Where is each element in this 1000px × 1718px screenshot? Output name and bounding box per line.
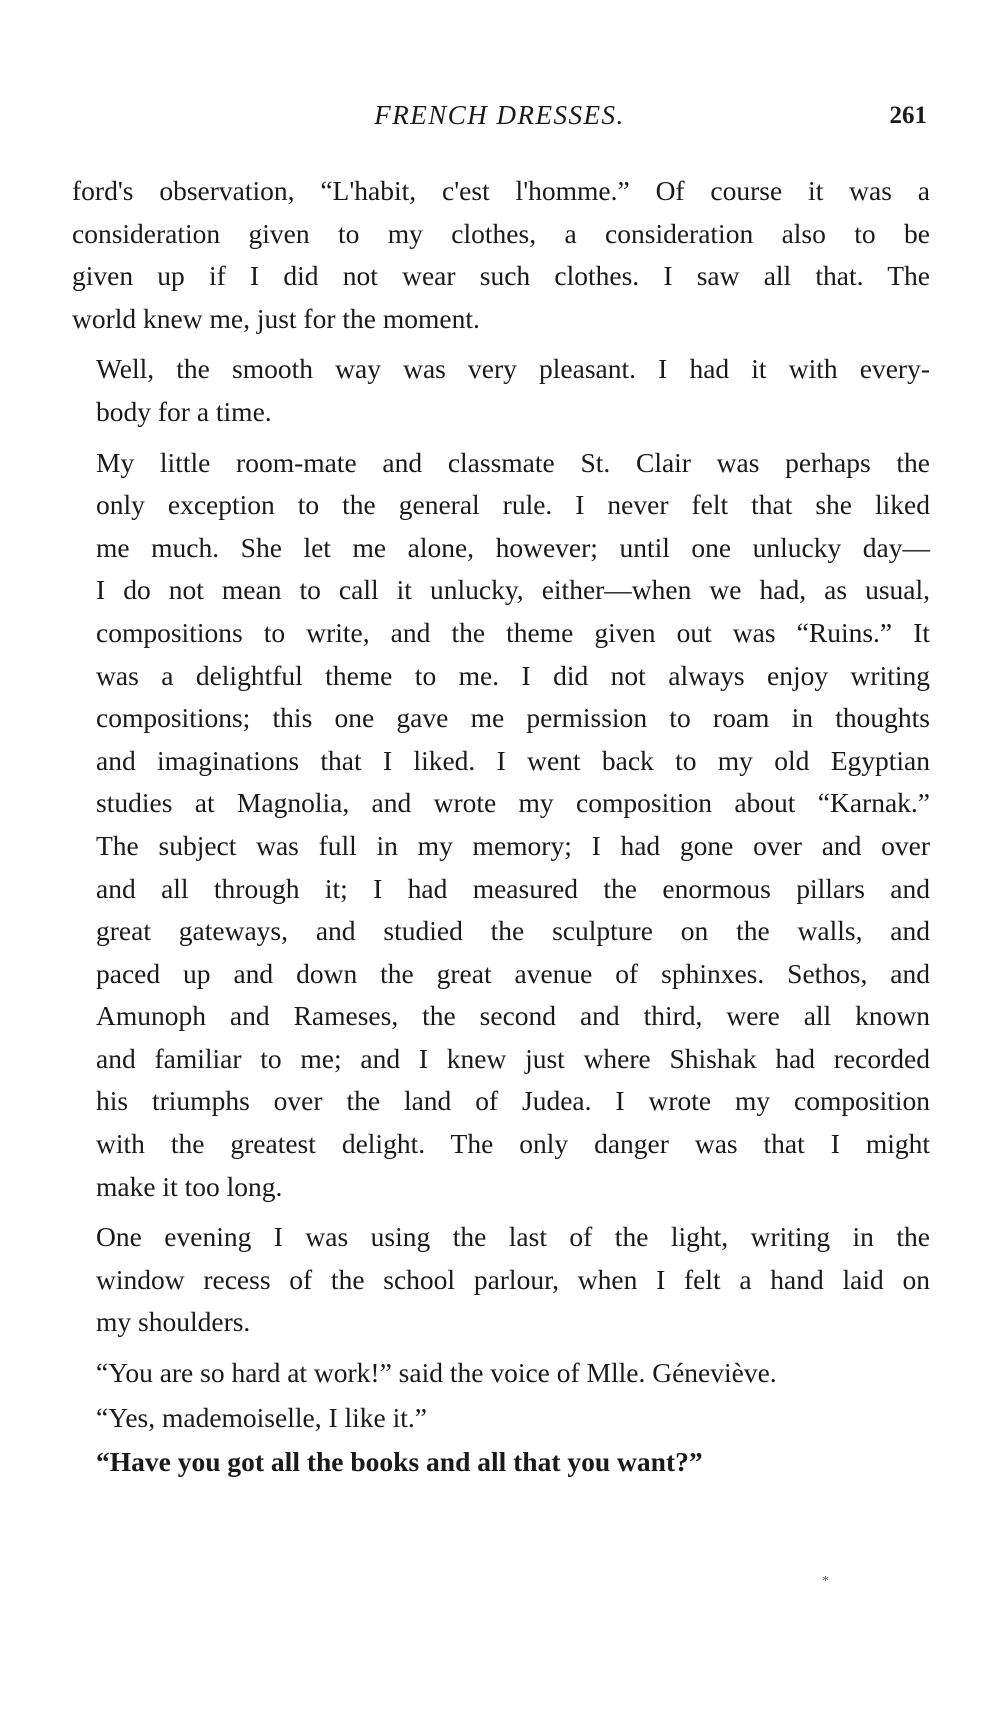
text-line: compositions to write, and the theme given out was “Ruins.” It	[96, 616, 930, 648]
text-line: I do not mean to call it unlucky, either—when we had, as usual,	[96, 574, 930, 606]
text-line: studies at Magnolia, and wrote my composition about “Karnak.”	[96, 787, 930, 819]
text-line: make it too long.	[96, 1170, 283, 1202]
text-line: Amunoph and Rameses, the second and third, were all known	[96, 1000, 930, 1032]
paragraph	[72, 170, 930, 340]
body-text	[72, 170, 930, 1486]
page-number: 261	[889, 102, 927, 129]
text-line: great gateways, and studied the sculpture on the walls, and	[96, 915, 930, 947]
text-line: paced up and down the great avenue of sphinxes. Sethos, and	[96, 957, 930, 989]
paragraph	[72, 1216, 930, 1344]
dialogue-line: “You are so hard at work!” said the voice of Mlle. Géneviève.	[96, 1357, 777, 1389]
text-line: One evening I was using the last of the light, writing in the	[96, 1221, 930, 1253]
text-line: me much. She let me alone, however; until one unlucky day—	[96, 531, 930, 563]
text-line: body for a time.	[96, 395, 272, 427]
text-line: The subject was full in my memory; I had gone over and over	[96, 829, 930, 861]
text-line: and familiar to me; and I knew just where Shishak had recorded	[96, 1042, 930, 1074]
paragraph	[72, 442, 930, 1209]
text-line: my shoulders.	[96, 1306, 251, 1338]
page-header	[72, 100, 927, 140]
text-line: and imaginations that I liked. I went back to my old Egyptian	[96, 744, 930, 776]
text-line: with the greatest delight. The only danger was that I might	[96, 1128, 930, 1160]
text-line: window recess of the school parlour, when I felt a hand laid on	[96, 1263, 930, 1295]
paragraph	[72, 348, 930, 433]
text-line: Well, the smooth way was very pleasant. I had it with every-	[96, 353, 930, 385]
text-line: only exception to the general rule. I never felt that she liked	[96, 489, 930, 521]
text-line: given up if I did not wear such clothes. I saw all that. The	[72, 260, 930, 292]
text-line: ford's observation, “L'habit, c'est l'homme.” Of course it was a	[72, 175, 930, 206]
text-line: compositions; this one gave me permission to roam in thoughts	[96, 702, 930, 734]
dialogue-line: “Have you got all the books and all that you want?”	[96, 1446, 703, 1478]
printer-mark: *	[822, 1574, 829, 1589]
dialogue-line: “Yes, mademoiselle, I like it.”	[96, 1401, 427, 1433]
running-title: FRENCH DRESSES.	[374, 100, 625, 130]
text-line: My little room-mate and classmate St. Clair was perhaps the	[96, 446, 930, 478]
text-line: world knew me, just for the moment.	[72, 302, 480, 334]
text-line: his triumphs over the land of Judea. I wrote my composition	[96, 1085, 930, 1117]
text-line: consideration given to my clothes, a consideration also to be	[72, 217, 930, 249]
text-line: was a delightful theme to me. I did not always enjoy writing	[96, 659, 930, 691]
text-line: and all through it; I had measured the enormous pillars and	[96, 872, 930, 904]
